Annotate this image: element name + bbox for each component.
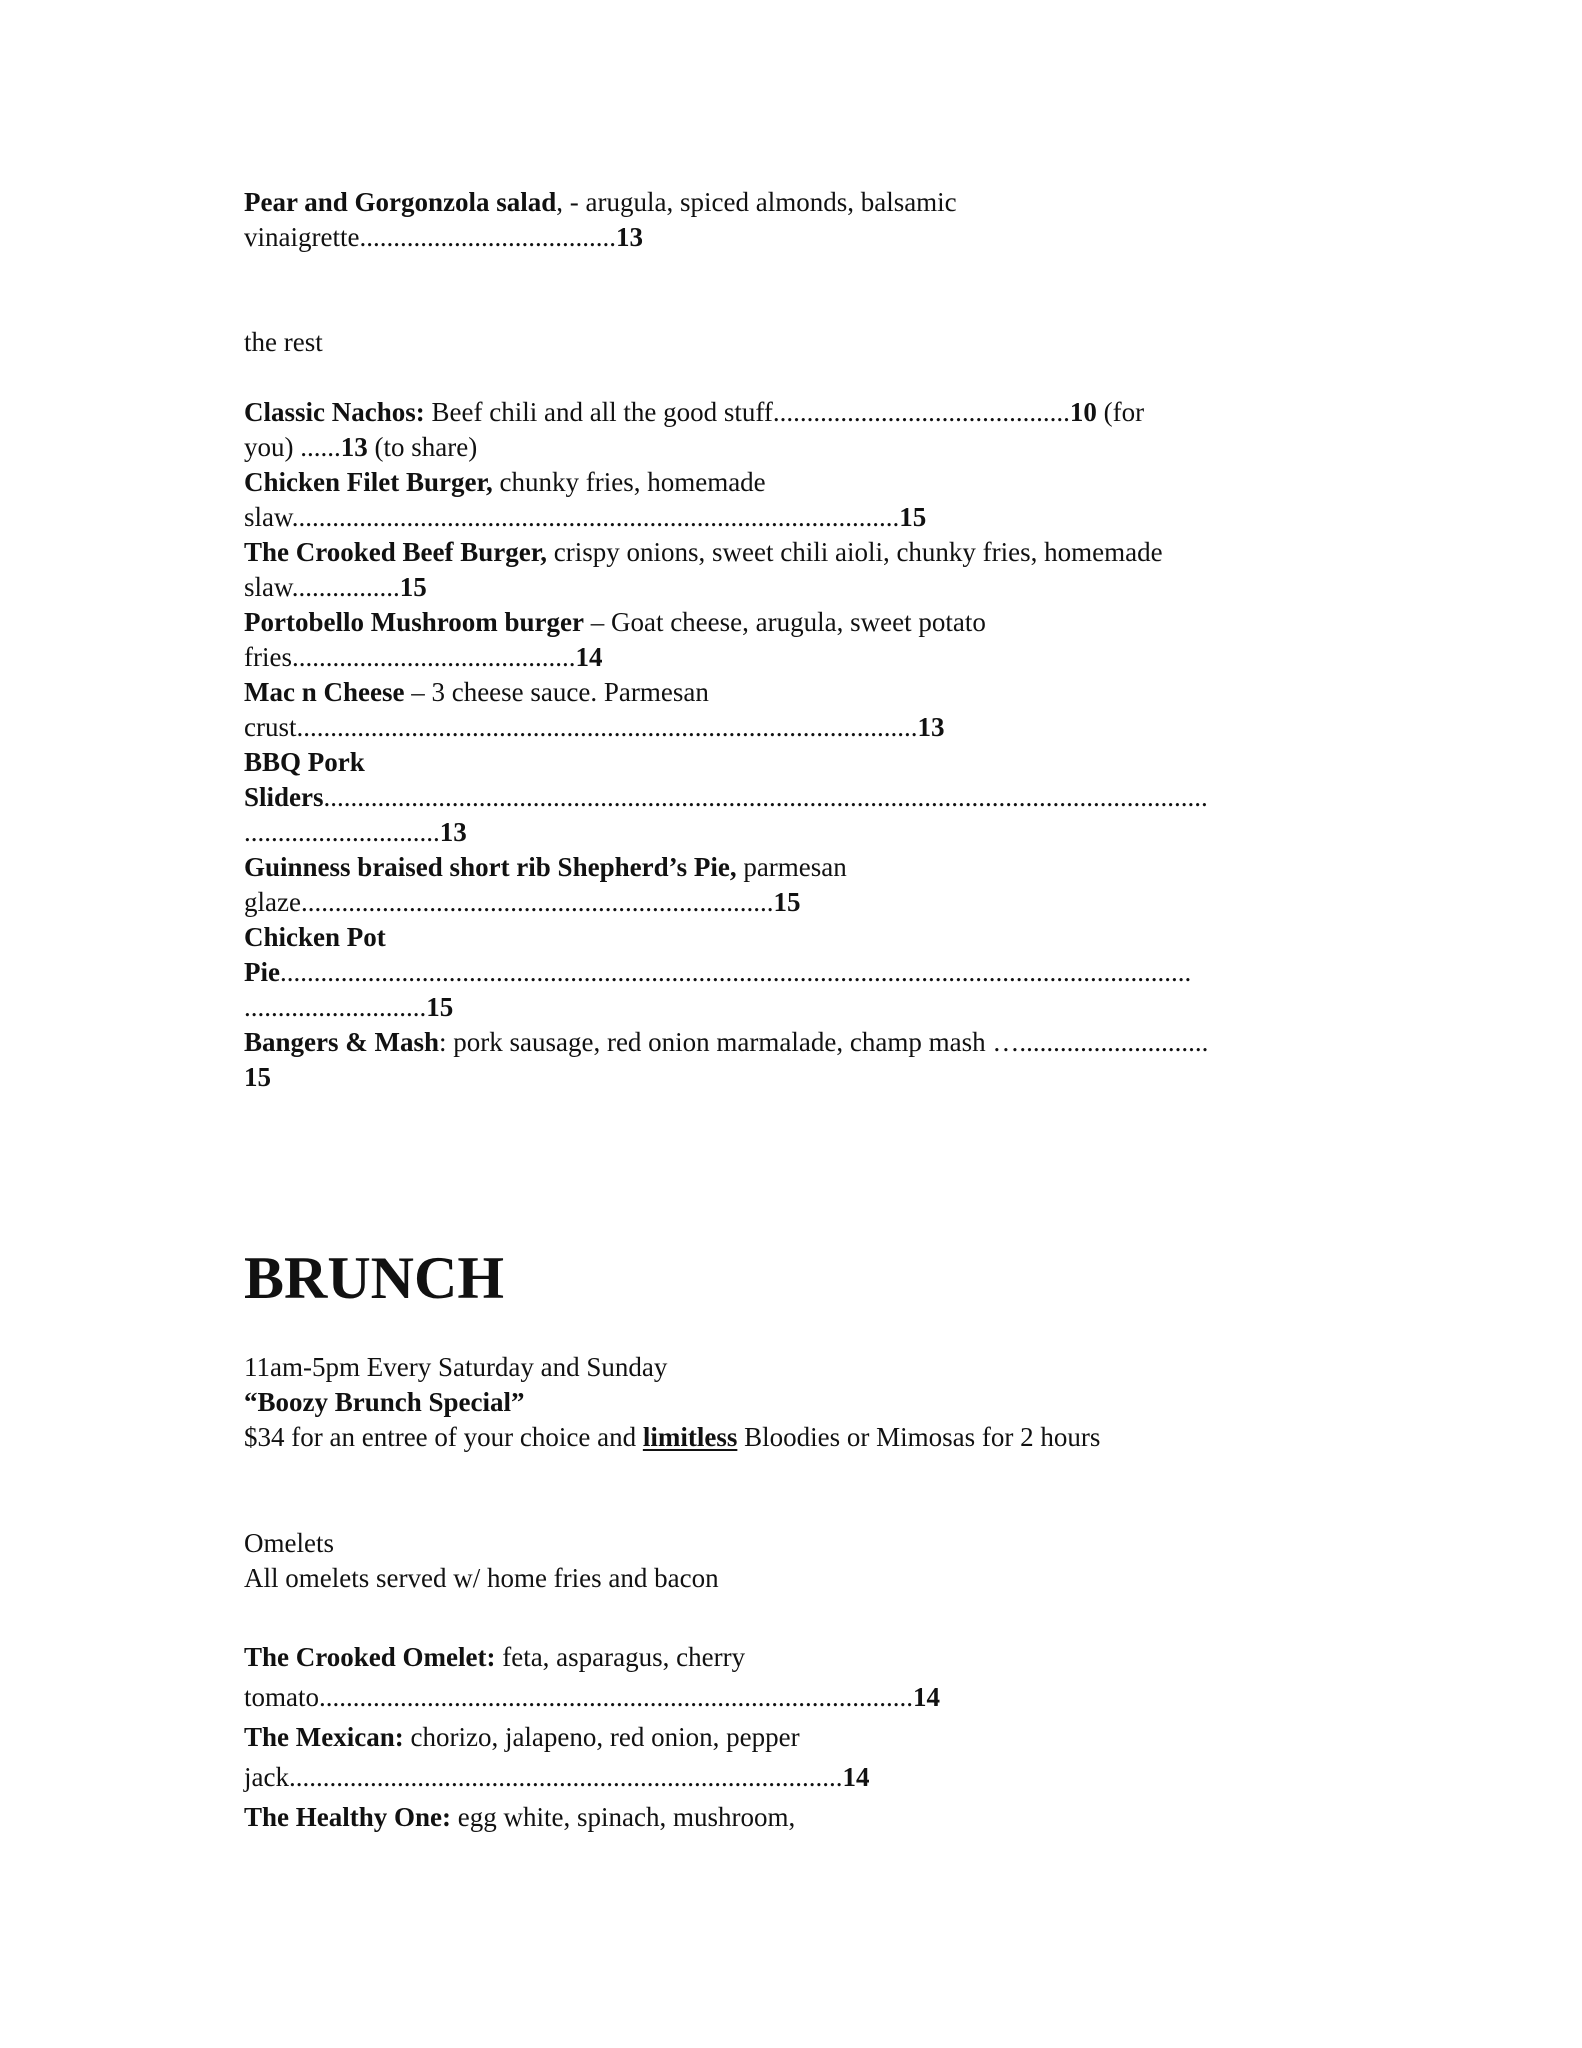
item-description: chorizo, jalapeno, red onion, pepper [403,1722,800,1752]
menu-item-bangers-mash [244,1025,1208,1060]
item-description: Beef chili and all the good stuff............................................ [424,397,1070,427]
item-price: 13 [340,432,368,462]
brunch-special-name: “Boozy Brunch Special” [244,1387,525,1417]
item-name-cont: Sliders [244,782,324,812]
section-heading-omelets: Omelets [244,1528,334,1558]
menu-item-price-line [244,500,926,535]
item-price: 15 [426,992,454,1022]
menu-item-bbq-pork-sliders: BBQ Pork [244,747,365,777]
menu-item-price-line [244,710,944,745]
menu-item-the-mexican [244,1720,800,1755]
item-price: 14 [575,642,603,672]
menu-item-the-healthy-one [244,1800,795,1835]
item-description-cont: slaw................ [244,572,400,602]
item-name: The Crooked Omelet: [244,1642,496,1672]
item-description: – Goat cheese, arugula, sweet potato [583,607,986,637]
item-price: 14 [842,1762,870,1792]
special-text: Bloodies or Mimosas for 2 hours [737,1422,1101,1452]
item-description: parmesan [736,852,847,882]
special-emphasis: limitless [642,1422,738,1452]
item-description: – 3 cheese sauce. Parmesan [404,677,709,707]
item-price: 13 [917,712,945,742]
item-name: Pear and Gorgonzola salad [244,187,557,217]
menu-item-crooked-omelet [244,1640,745,1675]
item-name: Mac n Cheese [244,677,405,707]
brunch-special-description [244,1420,1100,1455]
item-dots: ................................................................................................................................... [323,782,1208,812]
item-description-cont: vinaigrette...................................... [244,222,616,252]
item-price: 15 [773,887,801,917]
item-description-cont: tomato........................................................................................ [244,1682,913,1712]
menu-item-shepherds-pie [244,850,847,885]
item-description: : pork sausage, red onion marmalade, champ mash …............................ [439,1027,1209,1057]
item-description: chunky fries, homemade [492,467,766,497]
menu-item-chicken-pot-pie: Chicken Pot [244,922,386,952]
item-name: Portobello Mushroom burger [244,607,584,637]
menu-item-price-line [244,885,800,920]
item-price: 13 [439,817,467,847]
item-dots: ....................................................................................................................................... [279,957,1192,987]
item-name: Guinness braised short rib Shepherd’s Pie, [244,852,737,882]
item-price-note: (to share) [367,432,478,462]
item-description: , - arugula, spiced almonds, balsamic [556,187,957,217]
item-name: Chicken Filet Burger, [244,467,493,497]
item-description-cont: you) ...... [244,432,341,462]
menu-item-price-line [244,1760,869,1795]
item-name: The Healthy One: [244,1802,451,1832]
menu-item-classic-nachos [244,395,1144,430]
item-price: 15 [399,572,427,602]
item-description: egg white, spinach, mushroom, [451,1802,796,1832]
menu-item-portobello-burger [244,605,986,640]
section-title-brunch: BRUNCH [244,1245,505,1311]
brunch-hours: 11am-5pm Every Saturday and Sunday [244,1352,668,1382]
menu-item-crooked-beef-burger [244,535,1163,570]
item-name: The Mexican: [244,1722,404,1752]
menu-item-chicken-filet-burger [244,465,766,500]
item-name: The Crooked Beef Burger, [244,537,547,567]
menu-item-price-line [244,640,602,675]
item-description-cont: fries.......................................... [244,642,576,672]
omelets-note: All omelets served w/ home fries and bacon [244,1563,719,1593]
item-price: 14 [913,1682,940,1712]
item-description-cont: crust............................................................................................ [244,712,918,742]
item-description: feta, asparagus, cherry [495,1642,746,1672]
menu-item-mac-n-cheese [244,675,709,710]
item-price: 15 [899,502,927,532]
item-dots: ............................. [244,817,440,847]
section-heading-the-rest: the rest [244,327,323,357]
item-name-cont: Pie [244,957,280,987]
menu-item-price-line [244,1680,940,1715]
menu-item-price-line [244,990,453,1025]
menu-item-price-line [244,430,477,465]
menu-item-name-cont [244,780,1208,815]
item-description-cont: jack.................................................................................. [244,1762,843,1792]
item-price: 15 [244,1062,271,1092]
item-description-cont: slaw.......................................................................................... [244,502,900,532]
menu-item-price-line [244,570,427,605]
menu-item-name-cont [244,955,1191,990]
special-text: $34 for an entree of your choice and [244,1422,643,1452]
menu-item-price-line [244,815,467,850]
item-description: crispy onions, sweet chili aioli, chunky fries, homemade [547,537,1163,567]
item-name: Classic Nachos: [244,397,425,427]
item-price: 13 [615,222,643,252]
item-name: Bangers & Mash [244,1027,439,1057]
menu-item-price-line [244,220,643,255]
item-price-note: (for [1096,397,1145,427]
item-description-cont: glaze...................................................................... [244,887,774,917]
item-dots: ........................... [244,992,427,1022]
menu-item-pear-gorgonzola-salad [244,185,957,220]
item-price: 10 [1069,397,1097,427]
